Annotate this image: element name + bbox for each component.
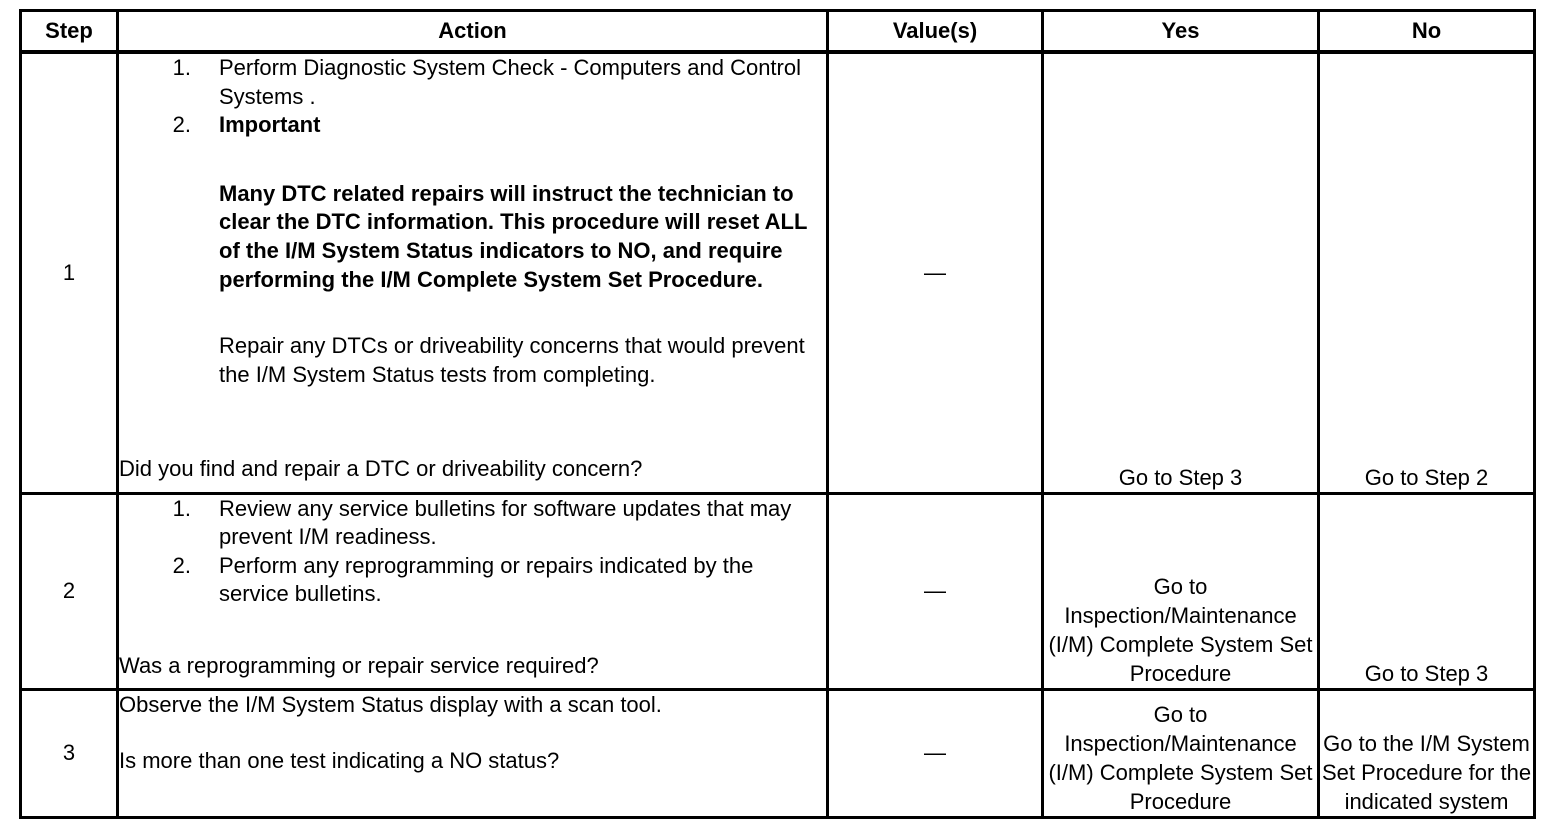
list-number: 2. [172,112,191,138]
list-item [119,552,826,609]
no-link[interactable]: Go to the I/M System Set Procedure for the indicated system [1319,689,1535,817]
list-number: 1. [172,495,191,521]
list-text: Review any service bulletins for software updates that may prevent I/M readiness. [219,495,792,550]
action-cell [118,493,828,689]
important-text: Many DTC related repairs will instruct the technician to clear the DTC information. This procedure will reset ALL of the I/M System Status indicators to NO, and require performing the I/M Complete System Set Procedure. [219,180,807,292]
no-link[interactable]: Go to Step 3 [1319,493,1535,689]
value-cell: — [828,493,1043,689]
value-cell: — [828,689,1043,817]
step-number: 3 [21,689,118,817]
list-text: Perform any reprogramming or repairs indicated by the service bulletins. [219,552,754,607]
list-item [119,54,826,111]
value-cell: — [828,52,1043,493]
yes-link[interactable]: Go to Inspection/Maintenance (I/M) Complete System Set Procedure [1043,493,1319,689]
table-row [21,52,1535,493]
header-no: No [1319,11,1535,53]
header-values: Value(s) [828,11,1043,53]
list-item [119,111,826,140]
note-text: Repair any DTCs or driveability concerns that would prevent the I/M System Status tests from completing. [219,333,805,387]
question-text: Was a reprogramming or repair service required? [119,652,599,678]
header-row [21,11,1535,53]
observe-text: Observe the I/M System Status display with a scan tool. [119,691,662,717]
step-number: 1 [21,52,118,493]
list-number: 2. [172,552,191,578]
list-number: 1. [172,55,191,80]
diagnostic-table [19,9,1536,819]
list-item [119,495,826,552]
action-cell [118,689,828,817]
table-row [21,493,1535,689]
header-action: Action [118,11,828,53]
header-step: Step [21,11,118,53]
action-cell [118,52,828,493]
step-number: 2 [21,493,118,689]
yes-link[interactable]: Go to Step 3 [1043,52,1319,493]
question-text: Did you find and repair a DTC or driveability concern? [119,456,643,482]
yes-link[interactable]: Go to Inspection/Maintenance (I/M) Complete System Set Procedure [1043,689,1319,817]
no-link[interactable]: Go to Step 2 [1319,52,1535,493]
table-row [21,689,1535,817]
question-text: Is more than one test indicating a NO status? [119,748,560,774]
list-text: Perform Diagnostic System Check - Computers and Control Systems . [219,55,801,109]
important-label: Important [219,112,321,138]
header-yes: Yes [1043,11,1319,53]
